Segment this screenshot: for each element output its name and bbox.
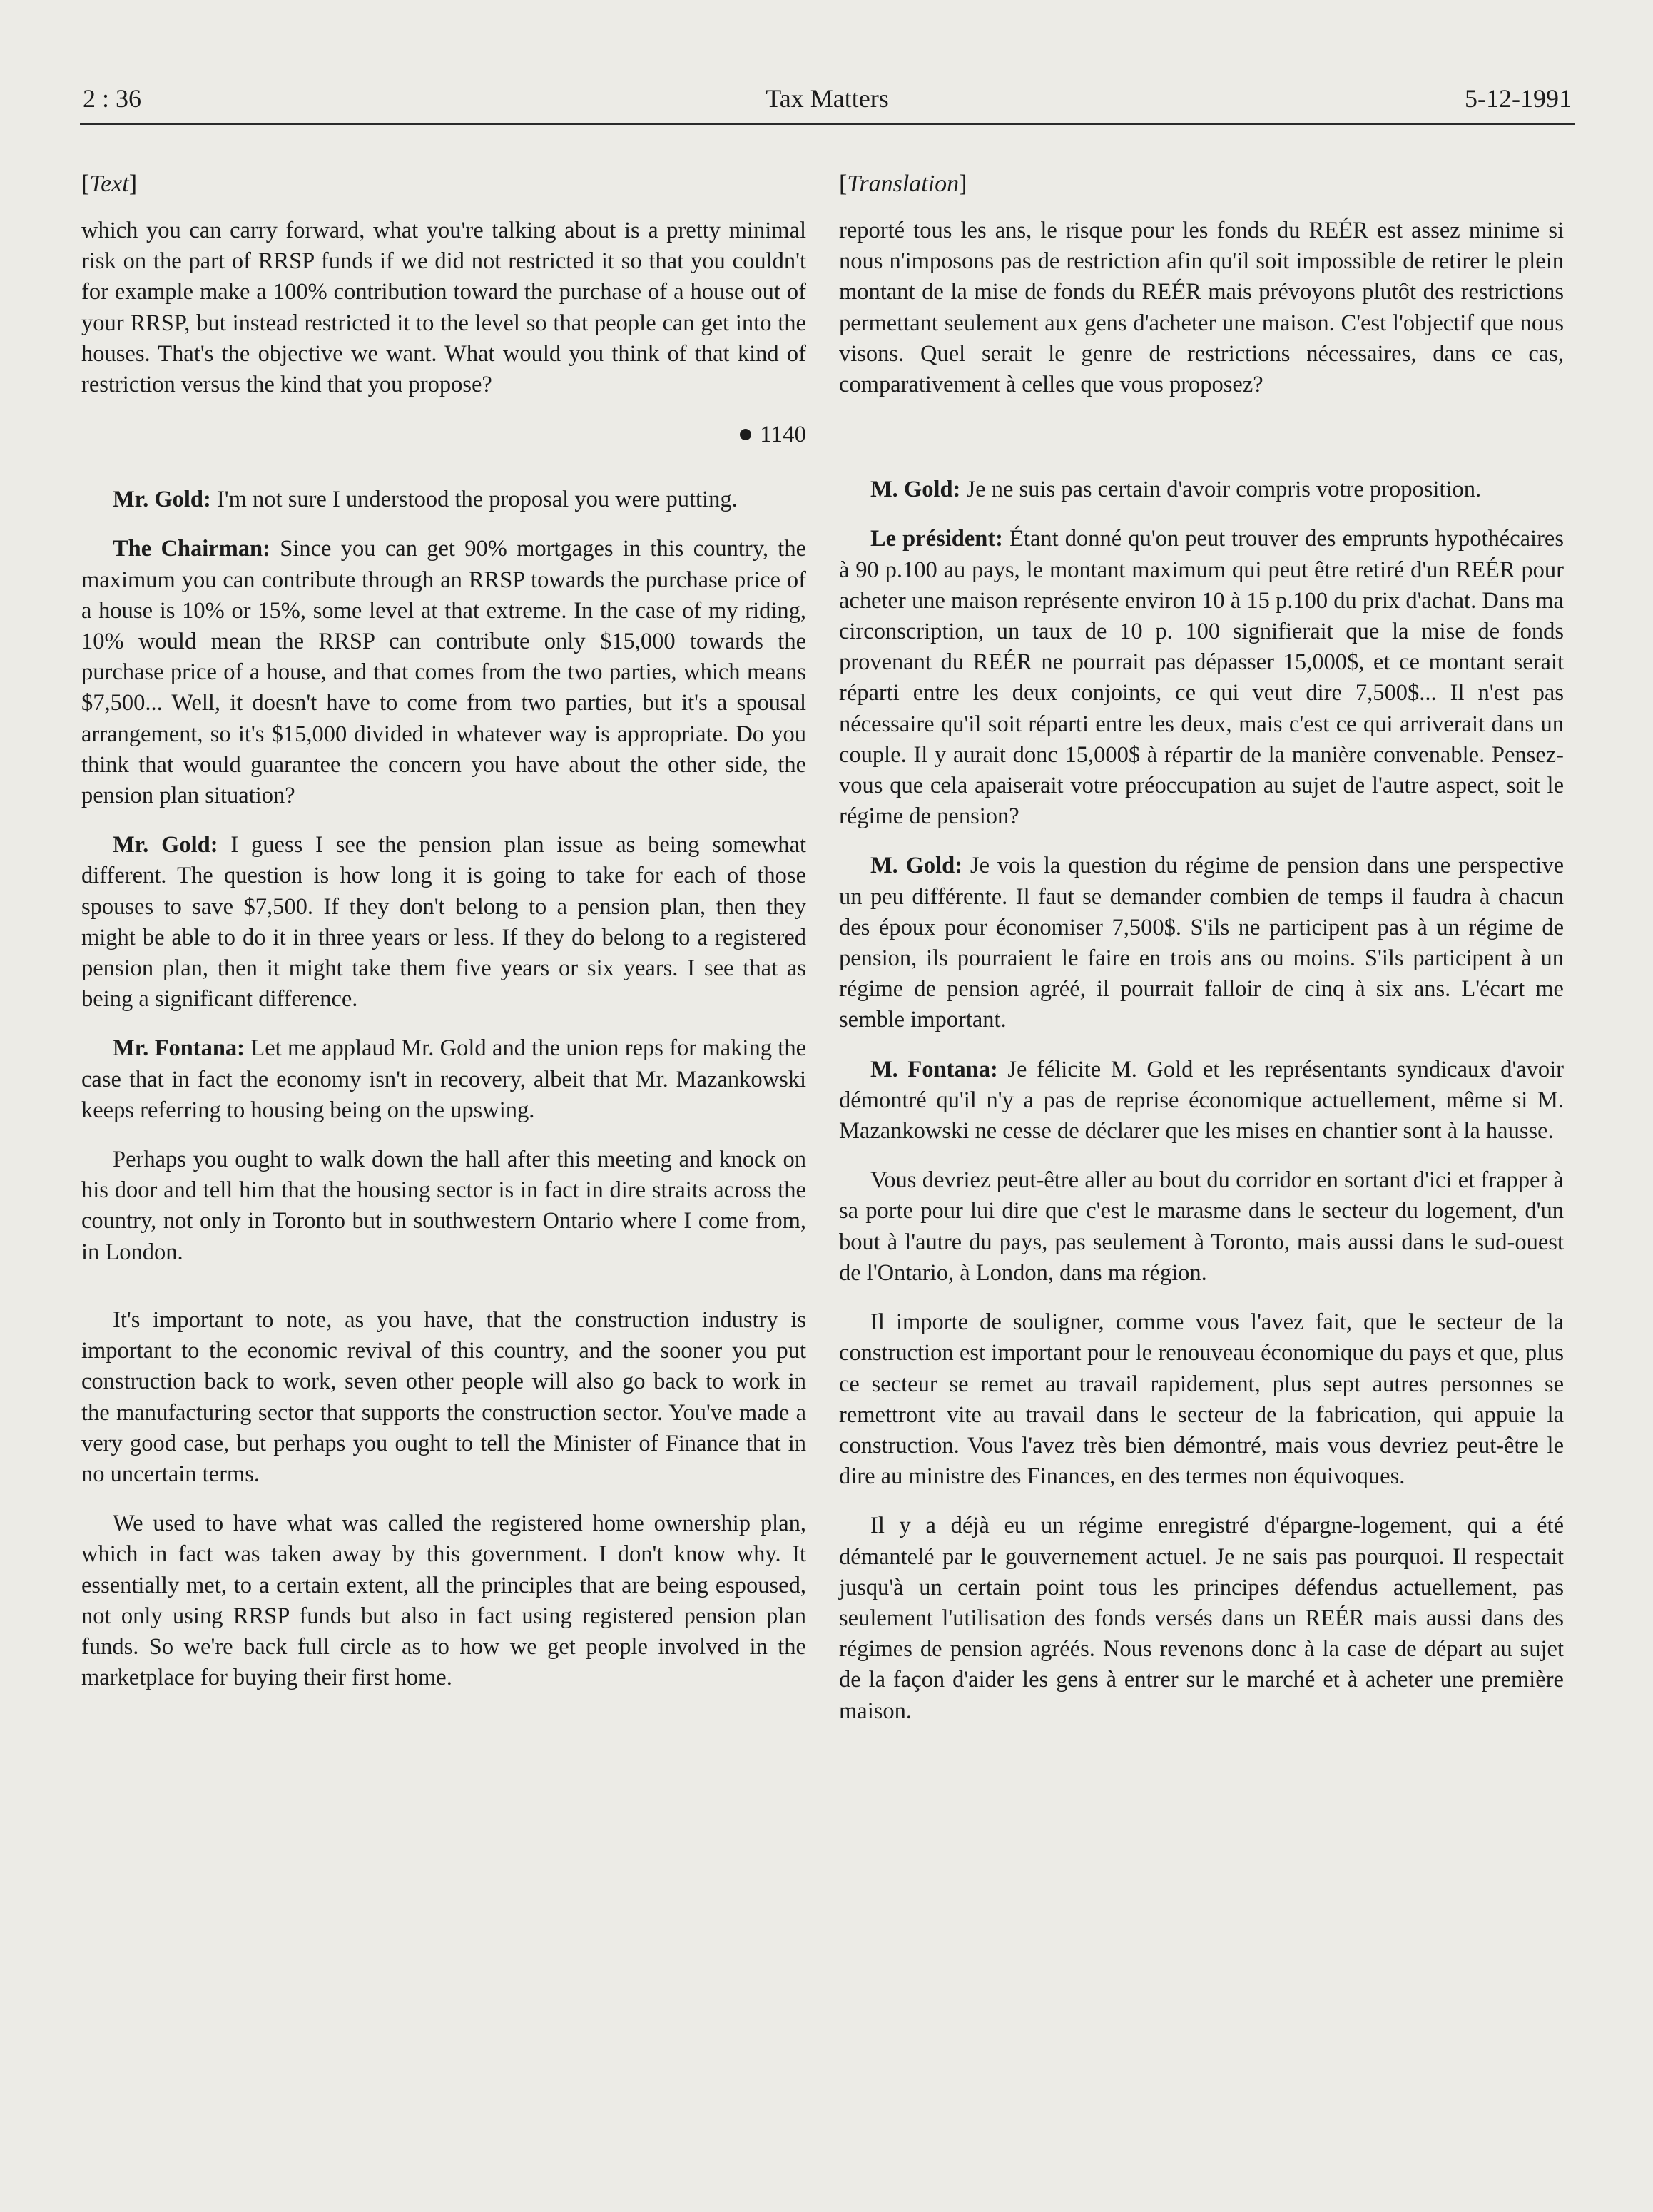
paragraph-text: Je vois la question du régime de pension dans une perspective un peu différente. Il faut se demander combien de temps il faudra à chacun des époux pour économiser 7,500$. S'ils ne participent pas à un régime de pension, ils pourraient le faire en trois ans ou moins. S'ils participent à un régime de pension agréé, il pourrait falloir de cinq à six ans. L'écart me semble important.	[839, 853, 1564, 1033]
column-label-translation: [Translation]	[839, 171, 967, 197]
column-label: Text	[89, 171, 129, 197]
paragraph-text: We used to have what was called the registered home ownership plan, which in fact was taken away by this government. I don't know why. It essentially met, to a certain extent, all the principles that are being espoused, not only using RRSP funds but also in fact using registered pension plan funds. So we're back full circle as to how we get people involved in the marketplace for buying their first home.	[81, 1511, 806, 1691]
paragraph-text: Étant donné qu'on peut trouver des emprunts hypothécaires à 90 p.100 au pays, le montant maximum qui peut être retiré d'un REÉR pour acheter une maison représente environ 10 à 15 p.100 du prix d'achat. Dans ma circonscription, un taux de 10 p. 100 signifierait que la mise de fonds provenant du REÉR ne pourrait pas dépasser 15,000$, et ce montant serait réparti entre les deux conjoints, ce qui veut dire 7,500$... Il n'est pas nécessaire qu'il soit réparti entre les deux, mais c'est ce qui arriverait dans un couple. Il y aurait donc 15,000$ à répartir de la manière convenable. Pensez-vous que cela apaiserait votre préoccupation au sujet de l'autre aspect, soit le régime de pension?	[839, 526, 1564, 830]
speaker-paragraph	[839, 1055, 1564, 1147]
publication-title: Tax Matters	[766, 84, 889, 113]
bullet-icon	[740, 429, 751, 440]
speaker-paragraph	[81, 534, 806, 811]
paragraph-text: Since you can get 90% mortgages in this country, the maximum you can contribute through an RRSP towards the purchase price of a house is 10% or 15%, some level at that extreme. In the case of my riding, 10% would mean the RRSP can contribute only $15,000 towards the purchase price of a house, and that comes from the two parties, which means $7,500... Well, it doesn't have to come from two parties, but it's a spousal arrangement, so it's $15,000 divided in whatever way is appropriate. Do you think that would guarantee the concern you have about the other side, the pension plan situation?	[81, 536, 806, 809]
speaker-name: Le président:	[870, 526, 1003, 552]
paragraph-text: I'm not sure I understood the proposal you were putting.	[210, 487, 738, 513]
speaker-paragraph	[81, 1033, 806, 1126]
paragraph	[81, 1145, 806, 1268]
english-column	[81, 168, 806, 1712]
speaker-name: M. Fontana:	[870, 1056, 998, 1082]
french-column	[839, 168, 1564, 1745]
paragraph	[81, 215, 806, 400]
paragraph	[839, 1165, 1564, 1289]
paragraph-text: Je ne suis pas certain d'avoir compris votre proposition.	[960, 477, 1482, 503]
paragraph-text: I guess I see the pension plan issue as being somewhat different. The question is how long it is going to take for each of those spouses to save $7,500. If they don't belong to a pension plan, then they might be able to do it in three years or less. If they do belong to a registered pension plan, then it might take them five years or six years. I see that as being a significant difference.	[81, 832, 806, 1013]
column-label-text: [Text]	[81, 171, 138, 197]
paragraph-text: Vous devriez peut-être aller au bout du corridor en sortant d'ici et frapper à sa porte pour lui dire que c'est le marasme dans le secteur du logement, d'un bout à l'autre du pays, pas seulement à Toronto, mais aussi dans le sud-ouest de l'Ontario, à London, dans ma région.	[839, 1167, 1564, 1286]
paragraph-text: It's important to note, as you have, that the construction industry is important to the economic revival of this country, and the sooner you put construction back to work, seven other people will also go back to work in the manufacturing sector that supports the construction sector. You've made a very good case, but perhaps you ought to tell the Minister of Finance that in no uncertain terms.	[81, 1307, 806, 1487]
paragraph-text: Il importe de souligner, comme vous l'avez fait, que le secteur de la construction est important pour le renouveau économique du pays et que, plus ce secteur se remet au travail rapidement, plus sept autres personnes se remettront vite au travail dans le secteur de la fabrication, qui appuie la construction. Vous l'avez très bien démontré, mais vous devriez peut-être le dire au ministre des Finances, en des termes non équivoques.	[839, 1309, 1564, 1490]
paragraph	[839, 1511, 1564, 1726]
paragraph	[81, 1508, 806, 1693]
speaker-name: Mr. Fontana:	[113, 1035, 245, 1062]
paragraph-text: Je félicite M. Gold et les représentants syndicaux d'avoir démontré qu'il n'y a pas de reprise économique actuellement, même si M. Mazankowski ne cesse de déclarer que les mises en chantier sont à la hausse.	[839, 1056, 1564, 1145]
speaker-name: The Chairman:	[113, 536, 270, 562]
page-number: 2 : 36	[83, 84, 142, 113]
speaker-paragraph	[839, 524, 1564, 832]
speaker-paragraph	[839, 475, 1564, 505]
speaker-paragraph	[839, 851, 1564, 1035]
paragraph-text: reporté tous les ans, le risque pour les fonds du REÉR est assez minime si nous n'imposons pas de restriction afin qu'il soit impossible de retirer le plein montant de la mise de fonds du REÉR mais prévoyons plutôt des restrictions permettant seulement aux gens d'acheter une maison. C'est l'objectif que nous visons. Quel serait le genre de restrictions nécessaires, dans ce cas, comparativement à celles que vous proposez?	[839, 218, 1564, 398]
speaker-name: Mr. Gold:	[113, 832, 218, 858]
paragraph-text: Perhaps you ought to walk down the hall after this meeting and knock on his door and tell him that the housing sector is in fact in dire straits across the country, not only in Toronto but in southwestern Ontario where I come from, in London.	[81, 1147, 806, 1265]
speaker-name: M. Gold:	[870, 477, 961, 503]
running-header	[80, 80, 1575, 125]
paragraph	[81, 1305, 806, 1490]
speaker-paragraph	[81, 830, 806, 1015]
paragraph	[839, 215, 1564, 400]
paragraph-text: which you can carry forward, what you're talking about is a pretty minimal risk on the part of RRSP funds if we did not restricted it so that you couldn't for example make a 100% contribution toward the purchase of a house out of your RRSP, but instead restricted it to the level so that people can get into the houses. That's the objective we want. What would you think of that kind of restriction versus the kind that you propose?	[81, 218, 806, 398]
speaker-name: Mr. Gold:	[113, 487, 211, 513]
time-marker-value: 1140	[760, 422, 806, 448]
paragraph-text: Il y a déjà eu un régime enregistré d'épargne-logement, qui a été démantelé par le gouvernement actuel. Je ne sais pas pourquoi. Il respectait jusqu'à un certain point tous les principes défendus actuellement, pas seulement l'utilisation des fonds versés dans un REÉR mais aussi dans des régimes de pension agréés. Nous revenons donc à la case de départ au sujet de la façon d'aider les gens à entrer sur le marché et à acheter une première maison.	[839, 1513, 1564, 1724]
time-marker	[81, 419, 806, 450]
speaker-name: M. Gold:	[870, 853, 963, 879]
session-date: 5-12-1991	[1465, 84, 1572, 113]
column-label: Translation	[847, 171, 960, 197]
paragraph-text: Let me applaud Mr. Gold and the union reps for making the case that in fact the economy isn't in recovery, albeit that Mr. Mazankowski keeps referring to housing being on the upswing.	[81, 1035, 807, 1123]
speaker-paragraph	[81, 484, 806, 515]
paragraph	[839, 1307, 1564, 1492]
